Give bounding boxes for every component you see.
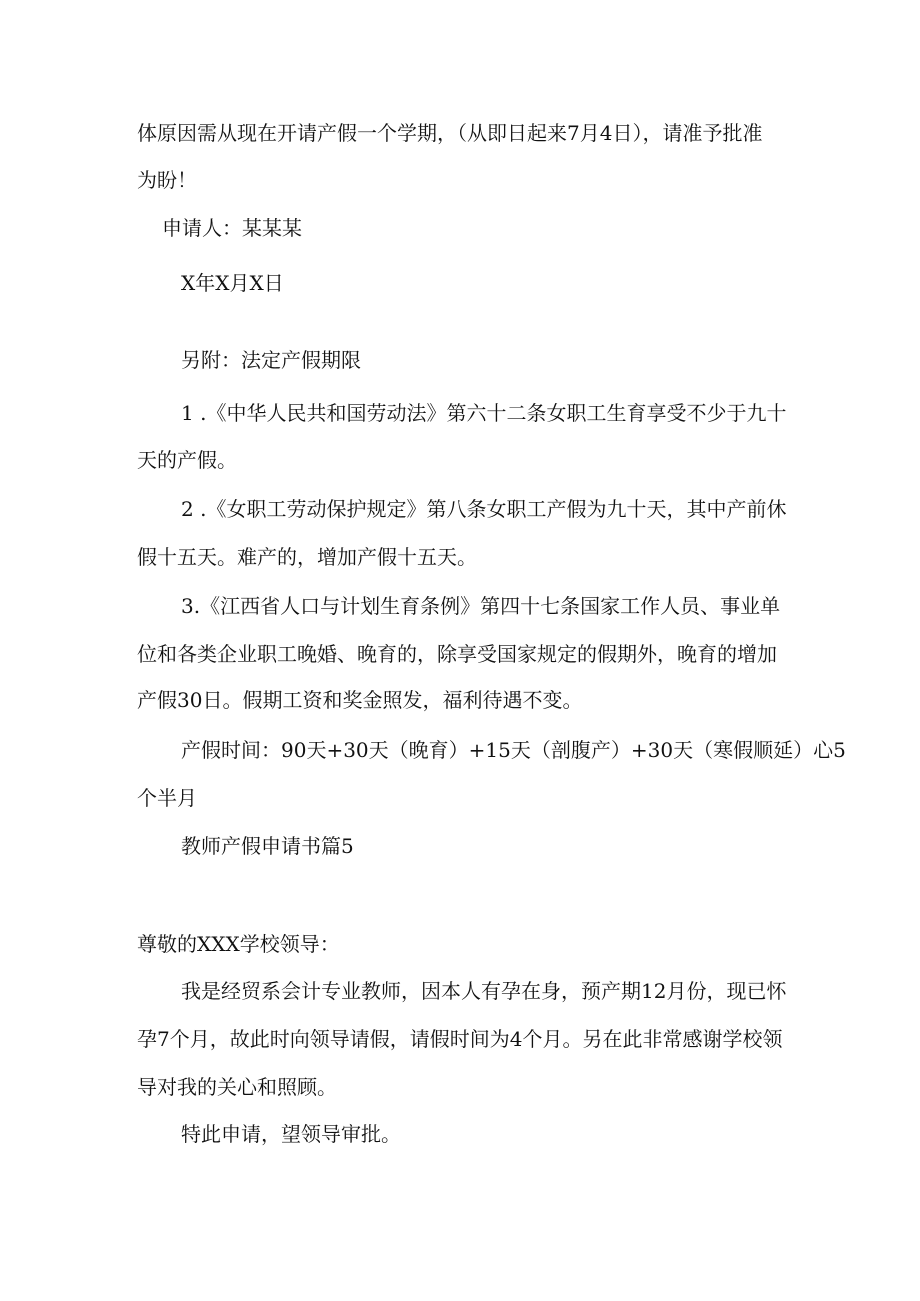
item-3-line-1: 3.《江西省人口与计划生育条例》第四十七条国家工作人员、事业单 — [181, 594, 781, 618]
body-line-1: 我是经贸系会计专业教师，因本人有孕在身，预产期12月份，现已怀 — [181, 979, 787, 1003]
body-line-3: 导对我的关心和照顾。 — [137, 1075, 337, 1099]
appendix-title: 另附：法定产假期限 — [181, 348, 361, 372]
item-1-line-2: 天的产假。 — [137, 448, 237, 472]
item-2-line-2: 假十五天。难产的，增加产假十五天。 — [137, 545, 477, 569]
continuation-line-2: 为盼！ — [137, 168, 197, 192]
item-1-line-1: 1 .《中华人民共和国劳动法》第六十二条女职工生育享受不少于九十 — [181, 401, 787, 425]
item-3-line-2: 位和各类企业职工晚婚、晚育的，除享受国家规定的假期外，晚育的增加 — [137, 642, 777, 666]
leave-time-line-2: 个半月 — [137, 786, 197, 810]
item-2-line-1: 2 .《女职工劳动保护规定》第八条女职工产假为九十天，其中产前休 — [181, 497, 787, 521]
section-heading: 教师产假申请书篇5 — [181, 834, 354, 858]
closing-line: 特此申请，望领导审批。 — [181, 1122, 401, 1146]
salutation: 尊敬的XXX学校领导： — [137, 932, 340, 956]
leave-time-line-1: 产假时间：90天+30天（晚育）+15天（剖腹产）+30天（寒假顺延）心5 — [181, 738, 846, 762]
date-line: X年X月X日 — [181, 271, 284, 295]
body-line-2: 孕7个月，故此时向领导请假，请假时间为4个月。另在此非常感谢学校领 — [137, 1027, 783, 1051]
applicant-line: 申请人：某某某 — [162, 216, 302, 240]
item-3-line-3: 产假30日。假期工资和奖金照发，福利待遇不变。 — [137, 688, 583, 712]
continuation-line-1: 体原因需从现在开请产假一个学期，（从即日起来7月4日），请准予批准 — [137, 121, 763, 145]
